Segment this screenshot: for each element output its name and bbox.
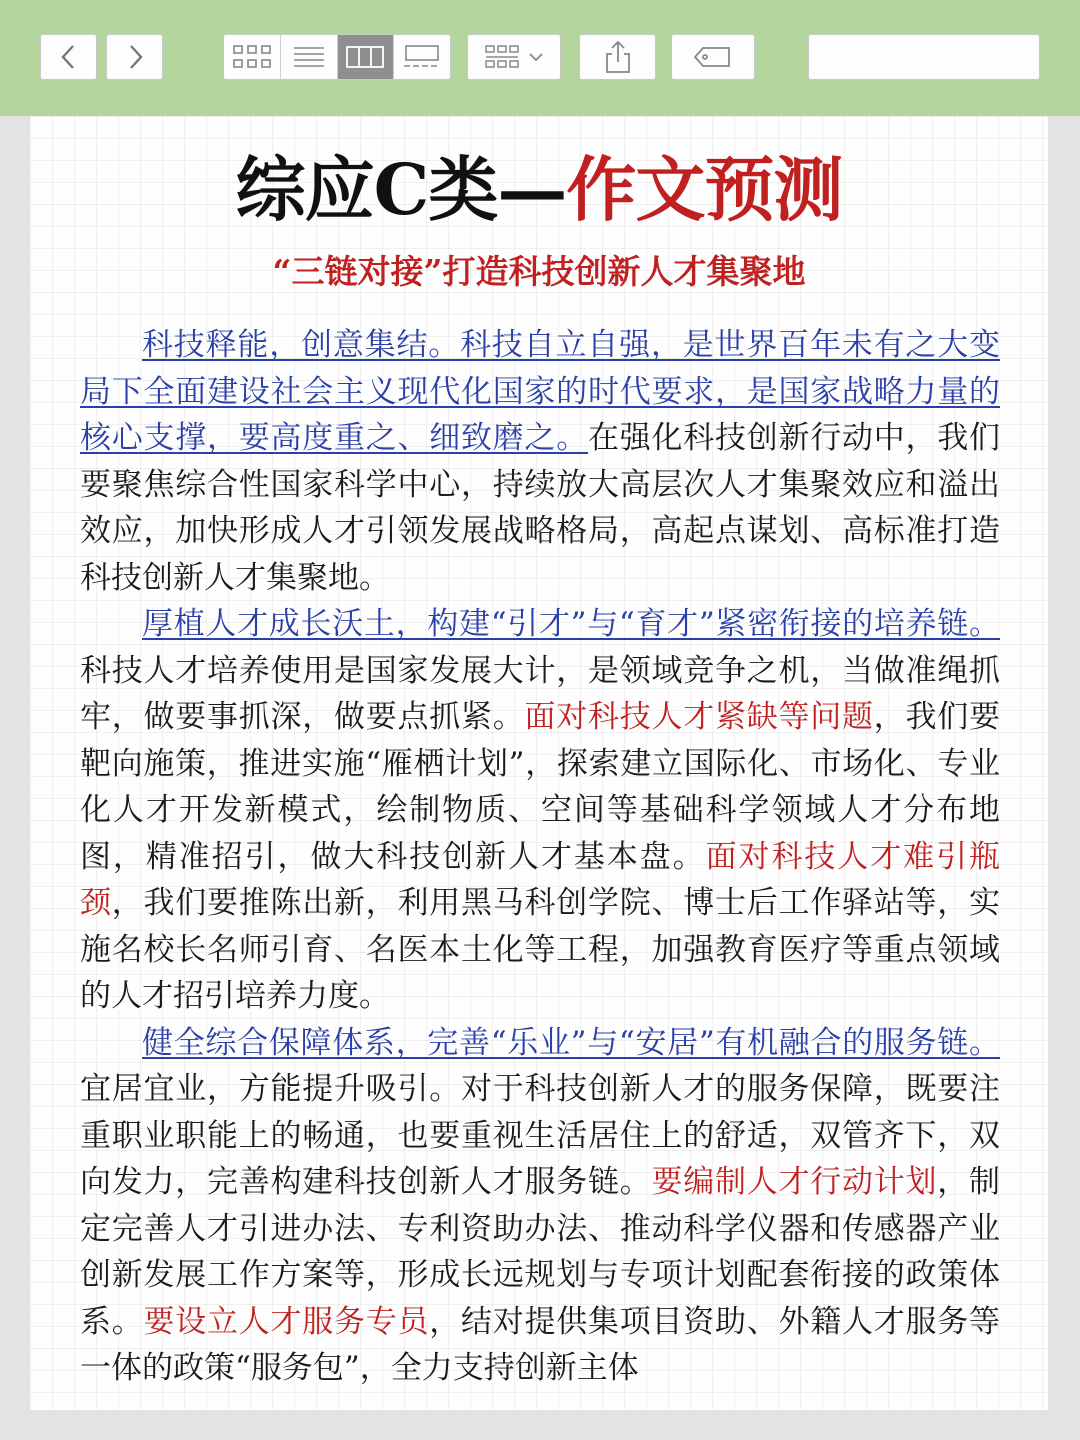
forward-button[interactable] xyxy=(106,34,163,80)
gallery-view-button[interactable] xyxy=(394,35,450,79)
search-field[interactable] xyxy=(808,34,1040,80)
paragraph-2-topic: 厚植人才成长沃土，构建“引才”与“育才”紧密衔接的培养链。 xyxy=(142,606,1000,642)
finder-toolbar xyxy=(0,0,1080,116)
tag-icon xyxy=(693,45,733,69)
paragraph-1-text: 在强化科技创新行动中，我们要聚焦综合性国家科学中心，持续放大高层次人才集聚效应和溢出效应，加快形成人才引领发展战略格局，高起点谋划、高标准打造科技创新人才集聚地。 xyxy=(80,420,1000,596)
title-red: 作文预测 xyxy=(566,148,843,231)
paragraph-2-highlight-1: 面对科技人才紧缺等问题 xyxy=(524,699,874,735)
paragraph-2-text-2: ，我们要靶向施策，推进实施“雁栖计划”，探索建立国际化、市场化、专业化人才开发新模式，绘制物质、空间等基础科学领域人才分布地图，精准招引，做大科技创新人才基本盘。 xyxy=(80,699,1000,875)
share-icon xyxy=(603,40,633,74)
page-title xyxy=(30,150,1048,231)
subtitle: “三链对接”打造科技创新人才集聚地 xyxy=(272,252,806,291)
paragraph-3-text-1: 宜居宜业，方能提升吸引。对于科技创新人才的服务保障，既要注重职业职能上的畅通，也要重视生活居住上的舒适，双管齐下，双向发力，完善构建科技创新人才服务链。 xyxy=(80,1071,1000,1200)
paragraph-3-highlight-1: 要编制人才行动计划 xyxy=(651,1164,938,1200)
paragraph-3-highlight-2: 要设立人才服务专员 xyxy=(143,1303,430,1340)
tag-button[interactable] xyxy=(671,34,755,80)
paragraph-2-text-1: 科技人才培养使用是国家发展大计，是领域竞争之机，当做准绳抓牢，做要事抓深，做要点抓紧。 xyxy=(80,652,1000,735)
document-page xyxy=(30,116,1048,1410)
gallery-view-icon xyxy=(402,44,442,70)
grid-view-icon xyxy=(232,44,272,70)
title-black: 综应C类— xyxy=(235,148,567,231)
back-button[interactable] xyxy=(40,34,97,80)
paragraph-3-text-2: ，制定完善人才引进办法、专利资助办法、推动科学仪器和传感器产业创新发展工作方案等，形成长远规划与专项计划配套衔接的政策体系。 xyxy=(80,1164,1000,1340)
paragraph-1 xyxy=(80,322,1000,601)
column-view-button[interactable] xyxy=(338,35,395,79)
view-mode-segmented-control xyxy=(223,34,451,80)
list-view-icon xyxy=(292,45,326,69)
essay-body xyxy=(80,322,1000,1392)
group-by-button[interactable] xyxy=(467,34,561,80)
paragraph-3-topic: 健全综合保障体系，完善“乐业”与“安居”有机融合的服务链。 xyxy=(142,1024,1000,1061)
paragraph-1-topic: 科技释能，创意集结。科技自立自强，是世界百年未有之大变局下全面建设社会主义现代化国家的时代要求，是国家战略力量的核心支撑，要高度重之、细致磨之。 xyxy=(80,327,1000,456)
paragraph-3 xyxy=(80,1020,1000,1392)
grid-view-button[interactable] xyxy=(224,35,281,79)
paragraph-2-text-3: ，我们要推陈出新，利用黑马科创学院、博士后工作驿站等，实施名校长名师引育、名医本土化等工程，加强教育医疗等重点领域的人才招引培养力度。 xyxy=(80,885,1000,1014)
search-input[interactable] xyxy=(829,36,1065,78)
paragraph-2 xyxy=(80,601,1000,1020)
chevron-right-icon xyxy=(123,43,147,71)
paragraph-2-highlight-2: 面对科技人才难引瓶颈 xyxy=(80,838,1001,921)
list-view-button[interactable] xyxy=(281,35,338,79)
group-by-icon xyxy=(484,44,522,70)
chevron-left-icon xyxy=(57,43,81,71)
chevron-down-icon xyxy=(528,51,544,63)
share-button[interactable] xyxy=(579,34,656,80)
column-view-icon xyxy=(345,45,385,69)
paragraph-3-text-3: ，结对提供集项目资助、外籍人才服务等一体的政策“服务包”，全力支持创新主体 xyxy=(80,1303,1000,1386)
